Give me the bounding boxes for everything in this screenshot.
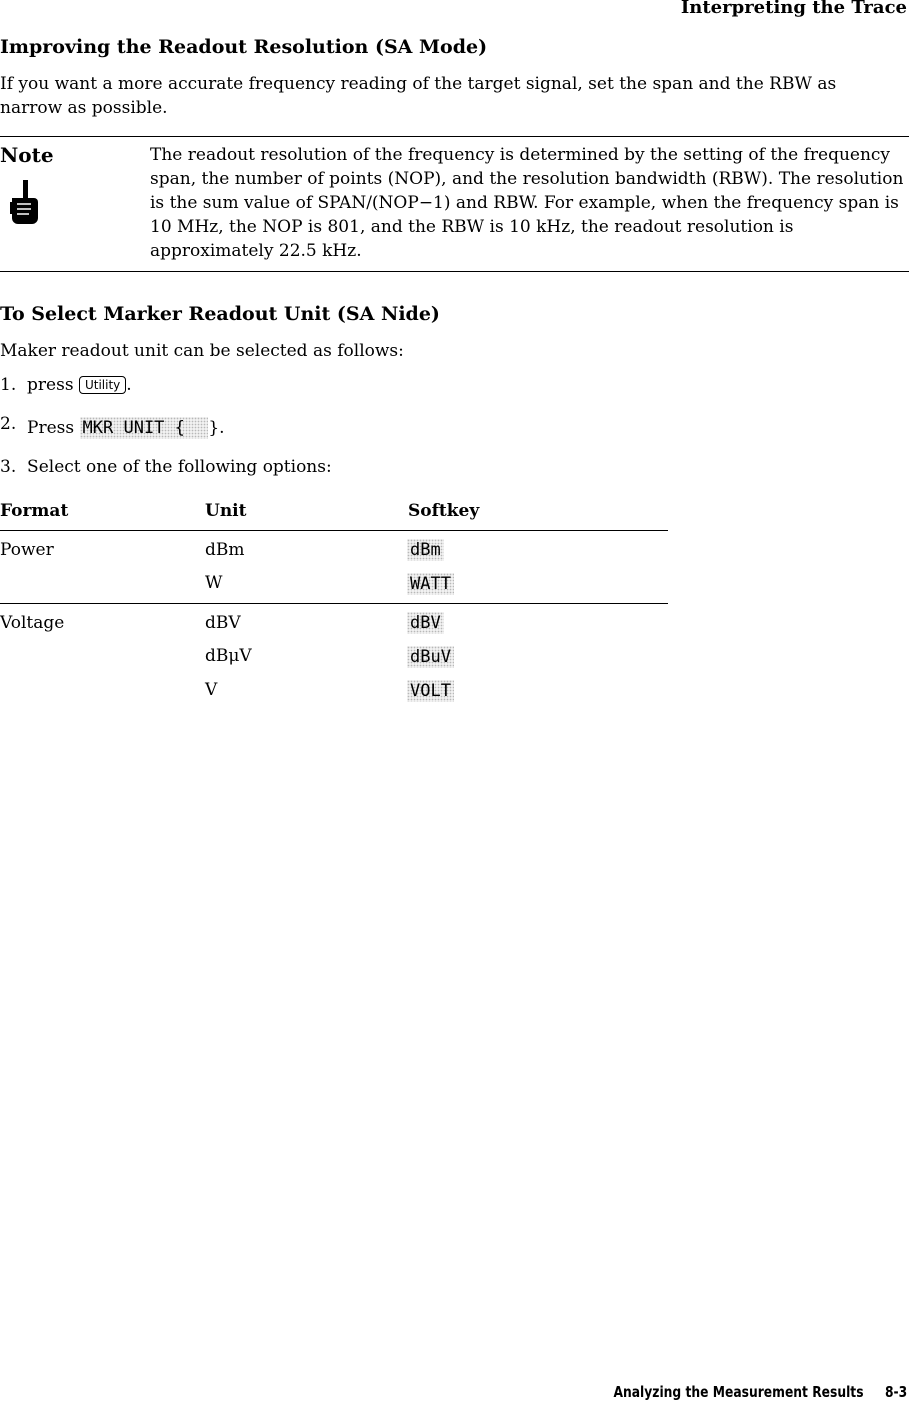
table-header-rule bbox=[0, 530, 668, 531]
step-number: 3. bbox=[0, 457, 17, 477]
table-header-unit: Unit bbox=[205, 501, 247, 521]
footer-page-number: 8-3 bbox=[884, 1383, 907, 1401]
step-number: 1. bbox=[0, 375, 17, 395]
step-punct: . bbox=[126, 375, 132, 395]
step-text: press bbox=[27, 375, 74, 395]
section-title-readout-resolution: Improving the Readout Resolution (SA Mode) bbox=[0, 36, 488, 58]
pointing-hand-icon bbox=[8, 178, 40, 228]
table-cell-unit: dBV bbox=[205, 613, 241, 633]
table-group-rule bbox=[0, 603, 668, 604]
step-2 bbox=[0, 414, 225, 439]
table-cell-format: Voltage bbox=[0, 613, 65, 633]
step-number: 2. bbox=[0, 414, 17, 434]
table-cell-unit: W bbox=[205, 573, 223, 593]
table-header-softkey: Softkey bbox=[408, 501, 480, 521]
step-1 bbox=[0, 375, 132, 395]
step-text: Select one of the following options: bbox=[27, 457, 332, 477]
dbm-softkey[interactable]: dBm bbox=[407, 539, 444, 561]
dbuv-softkey[interactable]: dBuV bbox=[407, 646, 454, 668]
table-cell-unit: dBm bbox=[205, 540, 245, 560]
table-header-format: Format bbox=[0, 501, 69, 521]
table-cell-format: Power bbox=[0, 540, 54, 560]
step-text: Press bbox=[27, 418, 75, 438]
volt-softkey[interactable]: VOLT bbox=[407, 680, 454, 702]
table-cell-unit: V bbox=[205, 680, 218, 700]
step-punct: }. bbox=[208, 418, 225, 438]
table-cell-unit: dBμV bbox=[205, 646, 252, 666]
footer-chapter: Analyzing the Measurement Results bbox=[613, 1383, 864, 1401]
step-3 bbox=[0, 457, 332, 477]
running-header: Interpreting the Trace bbox=[680, 0, 907, 18]
note-text: The readout resolution of the frequency is determined by the setting of the frequency span, the number of points (NOP), and the resolution bandwidth (RBW). The resolution is the sum value of SPAN/(NOP−1) and RBW. For example, when the frequency span is 10 MHz, the NOP is 801, and the RBW is 10 kHz, the readout resolution is approximately 22.5 kHz. bbox=[150, 145, 904, 261]
note-label: Note bbox=[0, 143, 54, 167]
section-title-marker-readout-unit: To Select Marker Readout Unit (SA Nide) bbox=[0, 303, 440, 325]
watt-softkey[interactable]: WATT bbox=[407, 573, 454, 595]
dbv-softkey[interactable]: dBV bbox=[407, 612, 444, 634]
utility-hardkey[interactable]: Utility bbox=[79, 376, 126, 394]
note-bottom-rule bbox=[0, 271, 909, 272]
section-intro-marker-readout-unit: Maker readout unit can be selected as follows: bbox=[0, 341, 404, 361]
note-top-rule bbox=[0, 136, 909, 137]
mkr-unit-softkey[interactable]: MKR UNIT { bbox=[80, 417, 209, 439]
section-body-readout-resolution: If you want a more accurate frequency reading of the target signal, set the span and the RBW as narrow as possible. bbox=[0, 74, 837, 118]
page-footer bbox=[613, 1383, 907, 1401]
